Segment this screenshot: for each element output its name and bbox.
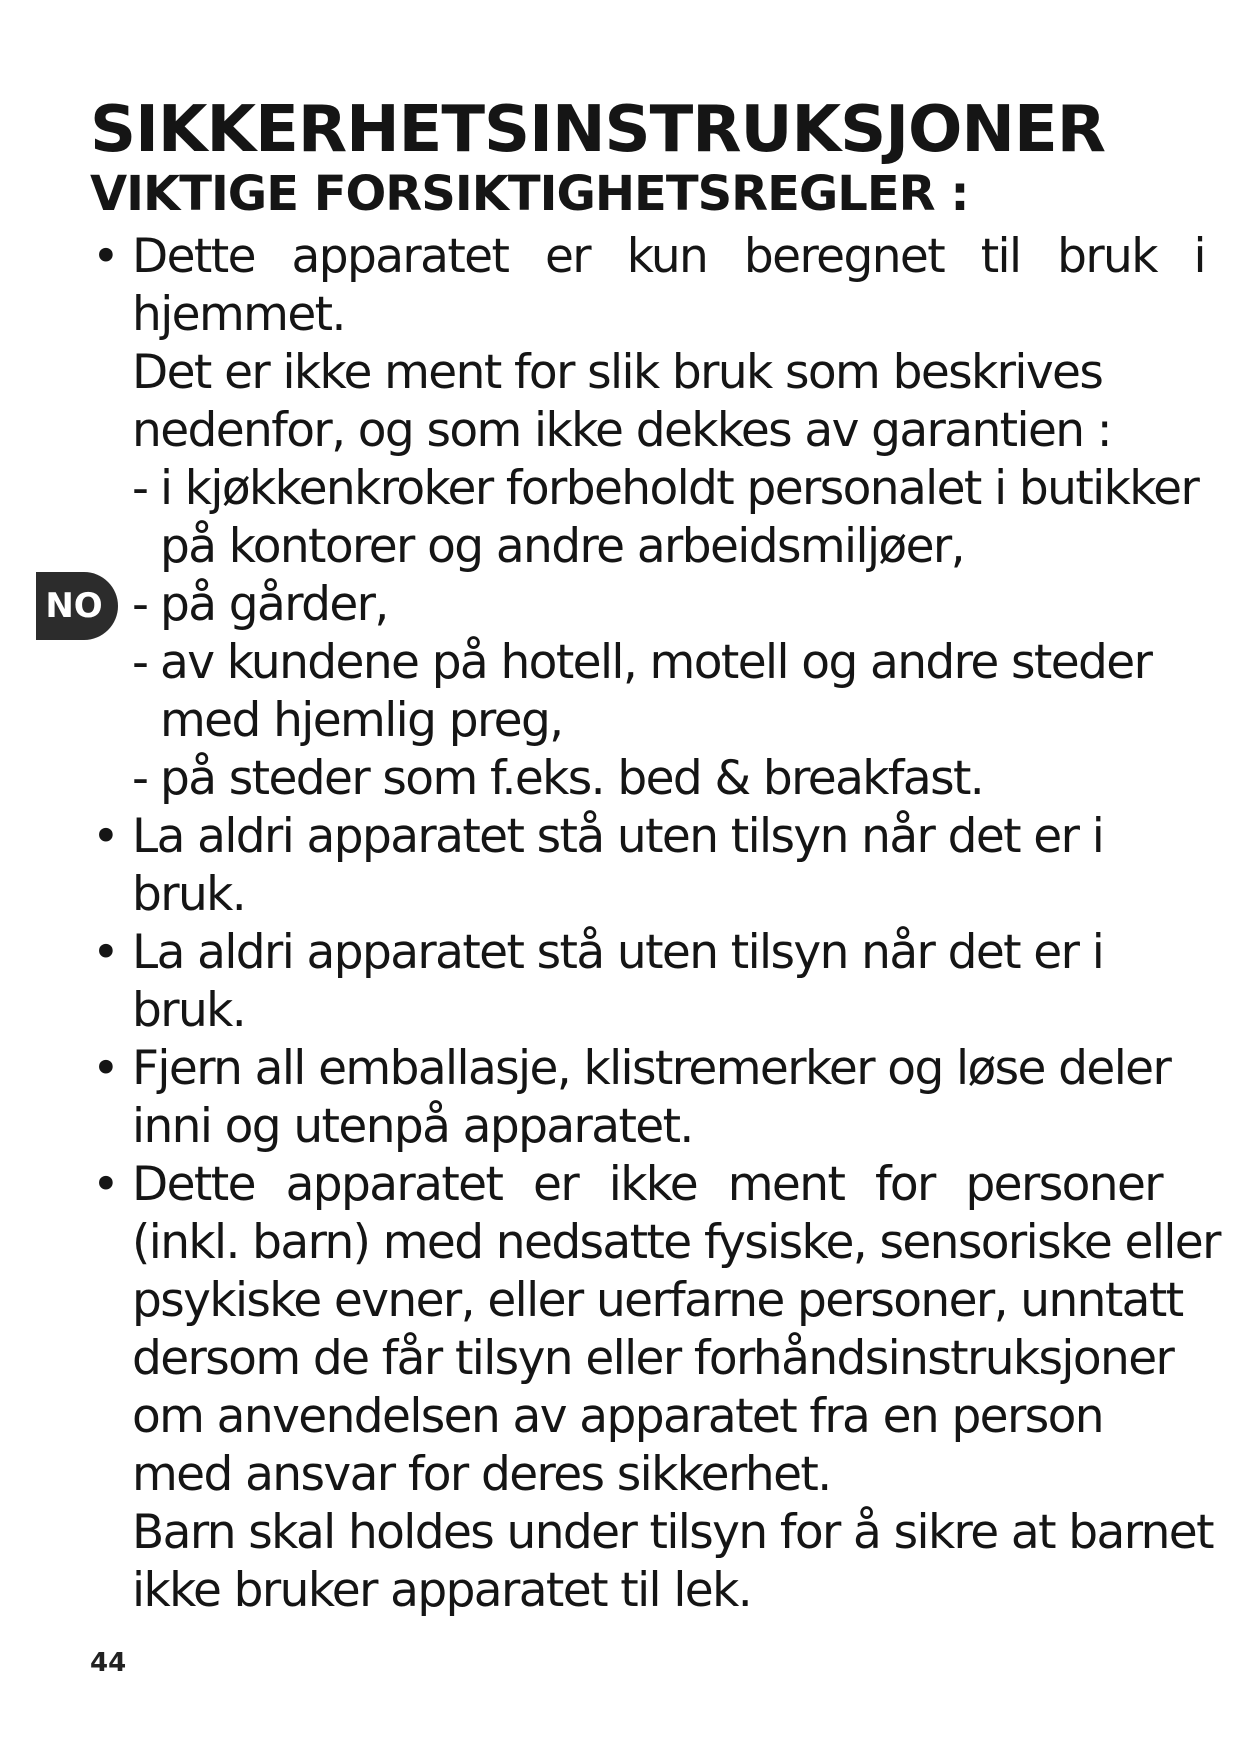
bullet-icon: • — [92, 229, 119, 284]
bullet-icon: • — [92, 1157, 119, 1212]
item-line: Barn skal holdes under tilsyn for å sikre at barnet — [132, 1505, 1213, 1560]
page-title: SIKKERHETSINSTRUKSJONER — [90, 93, 1105, 167]
sub-list-item — [132, 750, 1205, 808]
dash-marker: - — [132, 577, 148, 632]
item-line: nedenfor, og som ikke dekkes av garantien : — [132, 403, 1112, 458]
item-line: bruk. — [132, 867, 246, 922]
sub-item-line: med hjemlig preg, — [160, 693, 563, 748]
list-item — [90, 1156, 1220, 1620]
sub-item-line: på gårder, — [160, 577, 388, 632]
sub-item-line: på steder som f.eks. bed & breakfast. — [160, 751, 984, 806]
bullet-icon: • — [92, 809, 119, 864]
item-line: (inkl. barn) med nedsatte fysiske, sensoriske eller — [132, 1215, 1220, 1270]
section-subtitle: VIKTIGE FORSIKTIGHETSREGLER : — [90, 166, 969, 222]
item-line: Fjern all emballasje, klistremerker og løse deler — [132, 1041, 1171, 1096]
sub-list-item — [132, 460, 1205, 576]
item-line: med ansvar for deres sikkerhet. — [132, 1447, 831, 1502]
list-item — [90, 808, 1205, 924]
instructions-list — [90, 228, 1220, 1620]
list-item — [90, 228, 1205, 808]
sub-item-line: av kundene på hotell, motell og andre steder — [160, 635, 1152, 690]
sub-item-line: i kjøkkenkroker forbeholdt personalet i butikker — [160, 461, 1199, 516]
item-line: psykiske evner, eller uerfarne personer, unntatt — [132, 1273, 1183, 1328]
item-line: Det er ikke ment for slik bruk som beskrives — [132, 345, 1103, 400]
sub-item-line: på kontorer og andre arbeidsmiljøer, — [160, 519, 964, 574]
dash-marker: - — [132, 461, 148, 516]
item-line: Dette apparatet er ikke ment for personer — [132, 1157, 1162, 1212]
dash-marker: - — [132, 751, 148, 806]
item-line: hjemmet. — [132, 287, 345, 342]
item-line: Dette apparatet er kun beregnet til bruk i — [132, 229, 1205, 284]
page-number: 44 — [90, 1648, 127, 1678]
dash-marker: - — [132, 635, 148, 690]
item-line: La aldri apparatet stå uten tilsyn når det er i — [132, 925, 1104, 980]
language-tab: NO — [36, 572, 118, 640]
bullet-icon: • — [92, 1041, 119, 1096]
bullet-icon: • — [92, 925, 119, 980]
item-line: inni og utenpå apparatet. — [132, 1099, 693, 1154]
list-item — [90, 924, 1205, 1040]
item-line: La aldri apparatet stå uten tilsyn når det er i — [132, 809, 1104, 864]
sub-list-item — [132, 634, 1205, 750]
list-item — [90, 1040, 1205, 1156]
item-line: ikke bruker apparatet til lek. — [132, 1563, 752, 1618]
sub-list-item — [132, 576, 1205, 634]
item-line: dersom de får tilsyn eller forhåndsinstruksjoner — [132, 1331, 1174, 1386]
item-line: bruk. — [132, 983, 246, 1038]
item-line: om anvendelsen av apparatet fra en person — [132, 1389, 1103, 1444]
